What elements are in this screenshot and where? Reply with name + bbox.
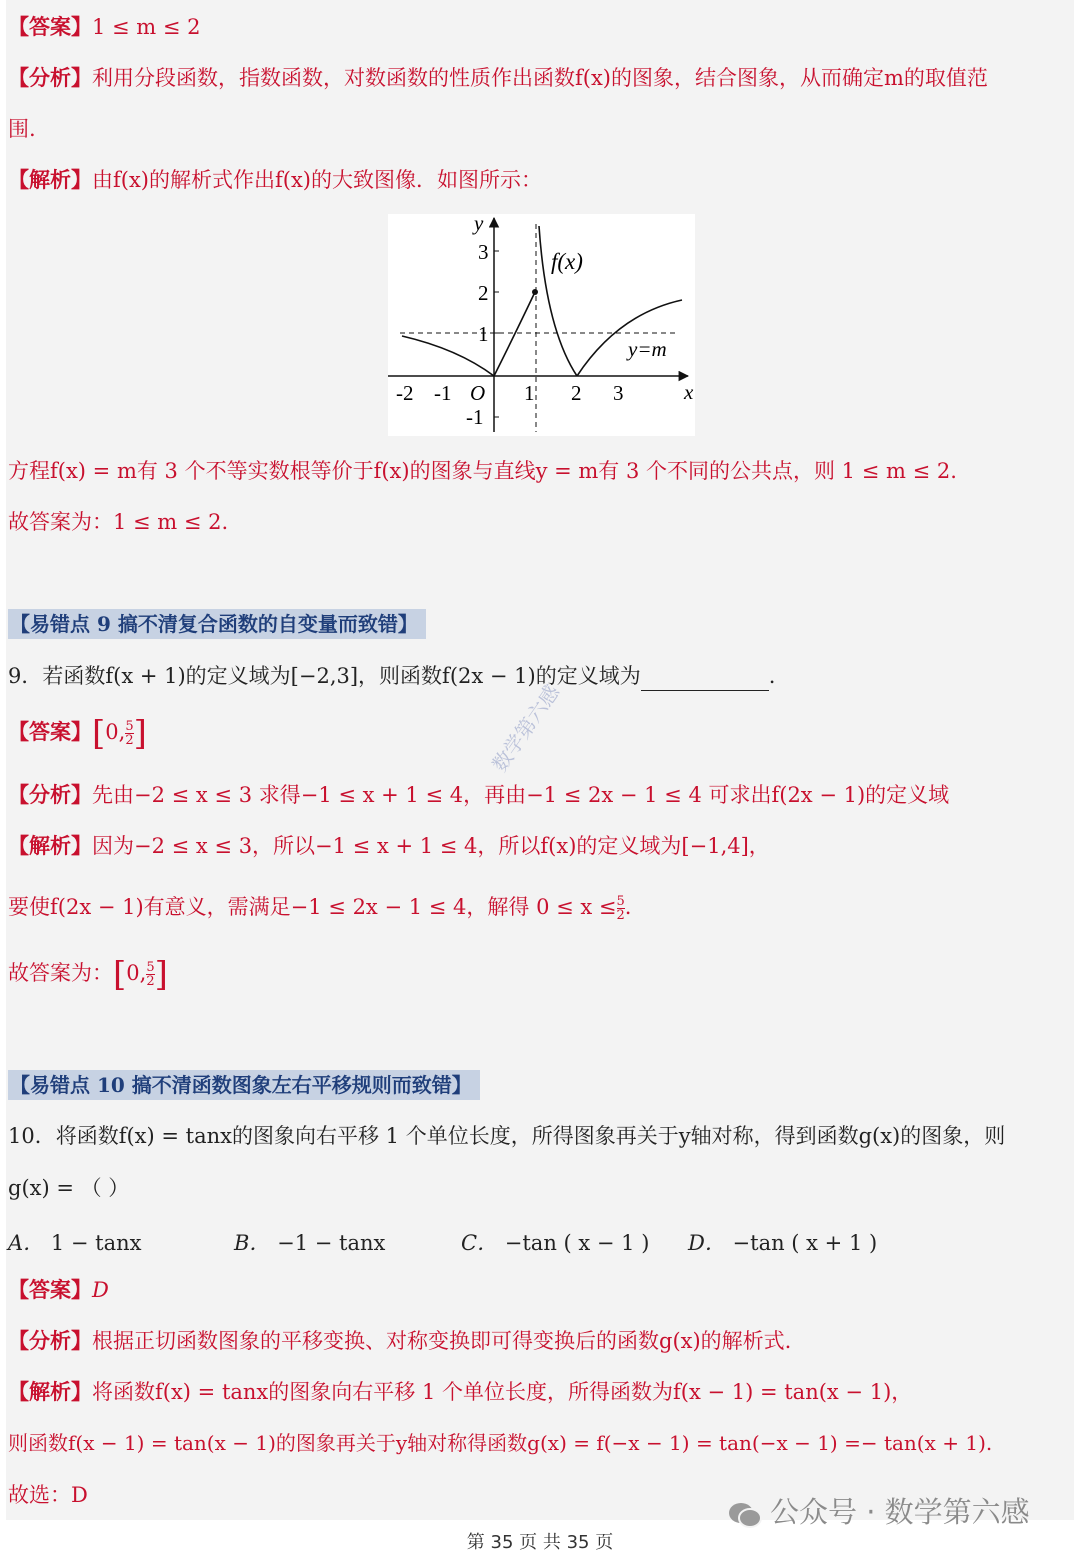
- option-text: −tan ( x − 1 ): [504, 1231, 650, 1255]
- q10-solution-line-2: 则函数f(x − 1) = tan(x − 1)的图象再关于y轴对称得函数g(x) = f(−x − 1) = tan(−x − 1) =− tan(x + 1).: [8, 1431, 993, 1455]
- q10-answer-line: [8, 1275, 109, 1305]
- section-heading-9: 【易错点 9 搞不清复合函数的自变量而致错】: [8, 609, 426, 639]
- q10-solution-line: [8, 1377, 912, 1407]
- q8-answer-line: [8, 12, 201, 42]
- q8-solution-line: [8, 165, 542, 195]
- denominator: 2: [125, 733, 134, 748]
- point-1-2: [532, 289, 538, 295]
- q10-answer: D: [92, 1278, 109, 1302]
- option-text: −1 − tanx: [277, 1231, 386, 1255]
- curve-label: f(x): [551, 249, 583, 274]
- wechat-icon: [728, 1501, 762, 1527]
- answer-blank: [641, 670, 769, 691]
- option-letter: A．: [8, 1231, 45, 1255]
- x-tick-label-2: 2: [571, 381, 582, 405]
- q9-conclusion-fraction: [146, 961, 154, 988]
- q8-solution-text: 由f(x)的解析式作出f(x)的大致图像．如图所示：: [92, 168, 543, 192]
- option-a[interactable]: [8, 1228, 142, 1258]
- q9-solution-line: [8, 831, 770, 861]
- q8-analysis-line: [8, 63, 988, 93]
- analysis-tag: 【分析】: [8, 1328, 92, 1353]
- denominator: 2: [616, 908, 625, 923]
- option-letter: B．: [234, 1231, 271, 1255]
- y-tick-label-neg1: -1: [466, 405, 484, 429]
- q9-solution-fraction: [617, 895, 625, 922]
- q9-question-end: .: [768, 664, 776, 688]
- function-graph: [388, 214, 695, 436]
- q10-solution-text: 将函数f(x) = tanx的图象向右平移 1 个单位长度，所得函数为f(x − 1) = tan(x − 1)，: [92, 1380, 913, 1404]
- y-tick-label-1: 1: [478, 322, 489, 346]
- q9-analysis-line: [8, 780, 949, 810]
- q9-question: [8, 661, 775, 691]
- solution-tag: 【解析】: [8, 167, 92, 192]
- q8-conclusion: 故答案为：1 ≤ m ≤ 2.: [8, 510, 229, 534]
- q9-answer-line: [8, 713, 147, 754]
- bracket-right: ]: [133, 713, 147, 754]
- q9-question-text: 9．若函数f(x + 1)的定义域为[−2,3]，则函数f(2x − 1)的定义域为: [8, 664, 641, 688]
- q10-question-line-2: g(x) = （ ）: [8, 1176, 130, 1200]
- bracket-left: [: [113, 954, 127, 995]
- x-tick-label-neg2: -2: [396, 381, 414, 405]
- page-number: 第 35 页 共 35 页: [466, 1532, 614, 1553]
- q9-solution-2-text: 要使f(2x − 1)有意义，需满足−1 ≤ 2x − 1 ≤ 4，解得 0 ≤ x ≤: [8, 895, 617, 919]
- q9-answer-zero: 0,: [105, 720, 126, 744]
- y-tick-label-2: 2: [478, 281, 489, 305]
- q10-options: [0, 1228, 1080, 1268]
- option-text: 1 − tanx: [50, 1231, 142, 1255]
- q10-analysis-line: [8, 1326, 791, 1356]
- q10-conclusion: 故选：D: [8, 1483, 88, 1507]
- q9-solution-line-2: [8, 892, 631, 922]
- answer-tag: 【答案】: [8, 14, 92, 39]
- option-letter: C．: [461, 1231, 499, 1255]
- watermark-text: 数学第六感: [487, 680, 565, 777]
- numerator: 5: [616, 894, 625, 909]
- bracket-left: [: [92, 713, 106, 754]
- q8-analysis-line-2: 围.: [8, 117, 36, 141]
- brand-text: 公众号 · 数学第六感: [770, 1495, 1030, 1529]
- solution-tag: 【解析】: [8, 833, 92, 858]
- q9-conclusion-text: 故答案为：: [8, 961, 113, 985]
- line-label: y=m: [628, 337, 667, 361]
- option-c[interactable]: [461, 1228, 649, 1258]
- wechat-brand: [728, 1490, 1030, 1531]
- period: .: [624, 895, 632, 919]
- option-text: −tan ( x + 1 ): [732, 1231, 878, 1255]
- curve-rise: [494, 292, 535, 376]
- analysis-tag: 【分析】: [8, 782, 92, 807]
- q8-analysis-text: 利用分段函数，指数函数，对数函数的性质作出函数f(x)的图象，结合图象，从而确定m的取值范: [92, 66, 988, 90]
- q9-answer-fraction: [125, 720, 133, 747]
- denominator: 2: [146, 974, 155, 989]
- numerator: 5: [146, 960, 155, 975]
- numerator: 5: [125, 719, 134, 734]
- y-axis-label: y: [474, 214, 484, 235]
- section-heading-10: 【易错点 10 搞不清函数图象左右平移规则而致错】: [8, 1070, 480, 1100]
- option-letter: D．: [688, 1231, 726, 1255]
- q9-solution-text: 因为−2 ≤ x ≤ 3，所以−1 ≤ x + 1 ≤ 4，所以f(x)的定义域为[−1,4]，: [92, 834, 770, 858]
- q8-answer: 1 ≤ m ≤ 2: [92, 15, 201, 39]
- bracket-right: ]: [154, 954, 168, 995]
- analysis-tag: 【分析】: [8, 65, 92, 90]
- x-tick-label-1: 1: [524, 381, 535, 405]
- graph-svg: [388, 214, 695, 436]
- answer-tag: 【答案】: [8, 1277, 92, 1302]
- option-d[interactable]: [688, 1228, 877, 1258]
- x-axis-label: x: [684, 380, 694, 404]
- q10-question-line-1: 10．将函数f(x) = tanx的图象向右平移 1 个单位长度，所得图象再关于y轴对称，得到函数g(x)的图象，则: [8, 1124, 1006, 1148]
- x-tick-label-3: 3: [613, 381, 624, 405]
- y-tick-label-3: 3: [478, 240, 489, 264]
- q10-analysis-text: 根据正切函数图象的平移变换、对称变换即可得变换后的函数g(x)的解析式.: [92, 1329, 792, 1353]
- x-tick-label-neg1: -1: [434, 381, 452, 405]
- answer-tag: 【答案】: [8, 719, 92, 744]
- solution-tag: 【解析】: [8, 1379, 92, 1404]
- q9-conclusion: [8, 954, 168, 995]
- q9-conclusion-zero: 0,: [126, 961, 147, 985]
- origin-label: O: [470, 381, 486, 405]
- option-b[interactable]: [234, 1228, 385, 1258]
- q8-solution-line-2: 方程f(x) = m有 3 个不等实数根等价于f(x)的图象与直线y = m有 3 个不同的公共点，则 1 ≤ m ≤ 2.: [8, 459, 957, 483]
- q9-analysis-text: 先由−2 ≤ x ≤ 3 求得−1 ≤ x + 1 ≤ 4，再由−1 ≤ 2x − 1 ≤ 4 可求出f(2x − 1)的定义域: [92, 783, 950, 807]
